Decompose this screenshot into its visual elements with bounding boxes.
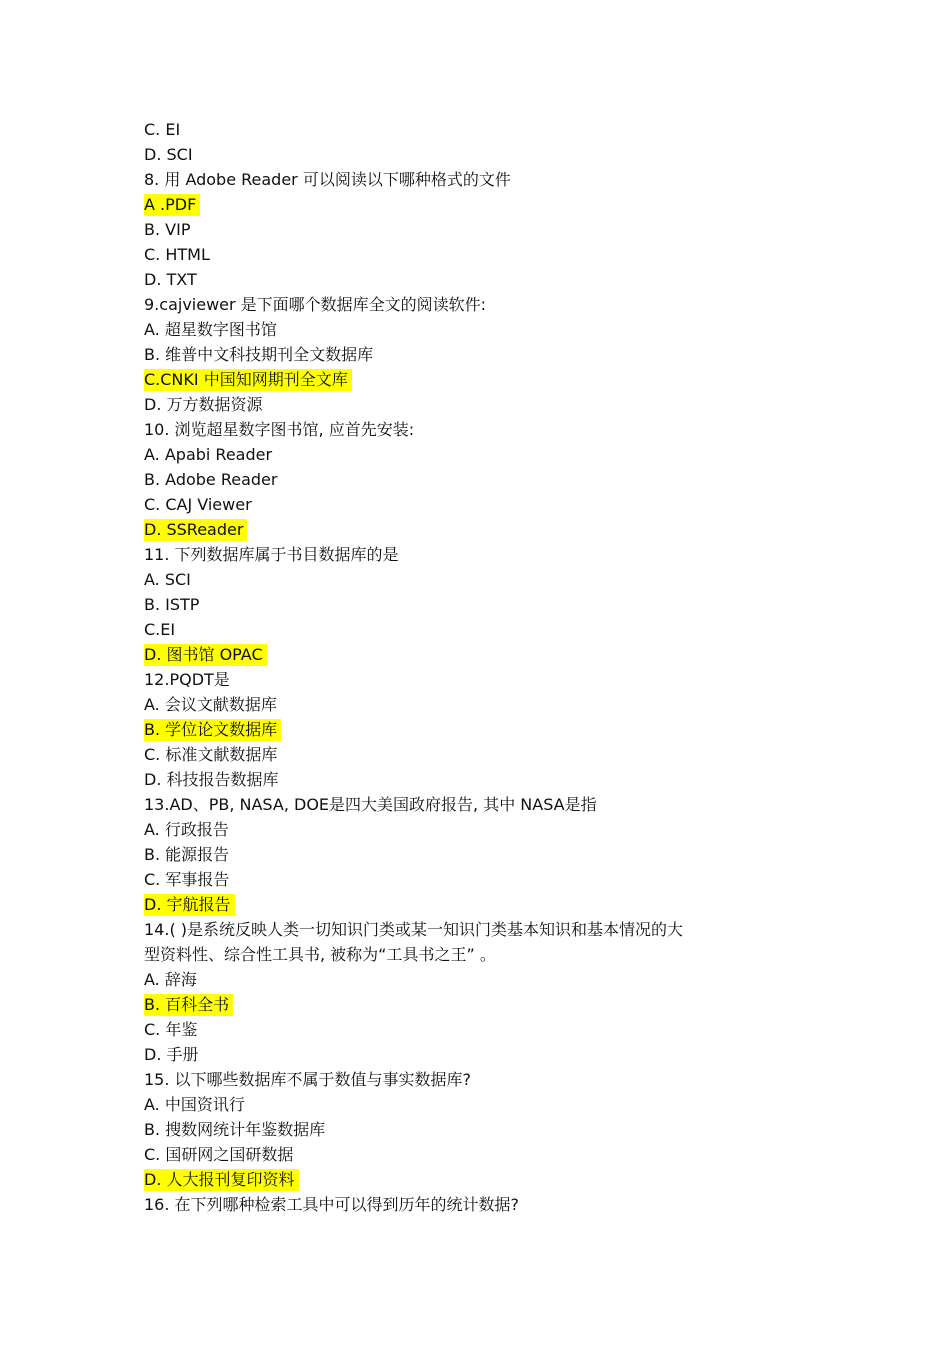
highlighted-answer-text: D. 人大报刊复印资料: [144, 1169, 299, 1191]
text-line: [144, 117, 784, 142]
line-text: B. 维普中文科技期刊全文数据库: [144, 345, 374, 364]
text-line: [144, 1192, 784, 1217]
text-line: [144, 1042, 784, 1067]
line-text: C. 年鉴: [144, 1020, 198, 1039]
text-line: [144, 1142, 784, 1167]
text-line: [144, 217, 784, 242]
line-text: D. 万方数据资源: [144, 395, 263, 414]
text-line: [144, 242, 784, 267]
text-line: [144, 817, 784, 842]
line-text: B. VIP: [144, 220, 191, 239]
text-line: [144, 342, 784, 367]
line-text: A. 会议文献数据库: [144, 695, 277, 714]
line-text: D. SCI: [144, 145, 193, 164]
text-line: [144, 317, 784, 342]
line-text: D. TXT: [144, 270, 197, 289]
highlighted-answer-text: D. 宇航报告: [144, 894, 235, 916]
text-line: [144, 667, 784, 692]
line-text: 型资料性、综合性工具书, 被称为“工具书之王” 。: [144, 945, 496, 964]
text-line: [144, 567, 784, 592]
text-line: [144, 417, 784, 442]
text-line: [144, 1117, 784, 1142]
text-line: [144, 542, 784, 567]
line-text: A. 中国资讯行: [144, 1095, 245, 1114]
text-line: [144, 792, 784, 817]
text-line: [144, 617, 784, 642]
text-line: [144, 442, 784, 467]
line-text: 10. 浏览超星数字图书馆, 应首先安装:: [144, 420, 415, 439]
line-text: B. 能源报告: [144, 845, 230, 864]
line-text: D. 科技报告数据库: [144, 770, 279, 789]
answer-line: [144, 642, 784, 667]
line-text: D. 手册: [144, 1045, 199, 1064]
answer-line: [144, 192, 784, 217]
line-text: C. 军事报告: [144, 870, 230, 889]
line-text: 15. 以下哪些数据库不属于数值与事实数据库?: [144, 1070, 472, 1089]
text-line: [144, 1092, 784, 1117]
line-text: B. 搜数网统计年鉴数据库: [144, 1120, 326, 1139]
text-line: [144, 842, 784, 867]
highlighted-answer-text: D. 图书馆 OPAC: [144, 644, 267, 666]
text-line: [144, 692, 784, 717]
text-line: [144, 1067, 784, 1092]
line-text: A. 行政报告: [144, 820, 229, 839]
line-text: A. Apabi Reader: [144, 445, 273, 464]
line-text: A. 辞海: [144, 970, 197, 989]
line-text: 8. 用 Adobe Reader 可以阅读以下哪种格式的文件: [144, 170, 511, 189]
line-text: B. Adobe Reader: [144, 470, 278, 489]
line-text: C. CAJ Viewer: [144, 495, 252, 514]
text-line: [144, 942, 784, 967]
line-text: 9.cajviewer 是下面哪个数据库全文的阅读软件:: [144, 295, 487, 314]
line-text: C. EI: [144, 120, 181, 139]
text-line: [144, 142, 784, 167]
line-text: 14.( )是系统反映人类一切知识门类或某一知识门类基本知识和基本情况的大: [144, 920, 684, 939]
line-text: 12.PQDT是: [144, 670, 230, 689]
text-line: [144, 167, 784, 192]
answer-line: [144, 517, 784, 542]
answer-line: [144, 892, 784, 917]
text-line: [144, 592, 784, 617]
highlighted-answer-text: B. 百科全书: [144, 994, 233, 1016]
highlighted-answer-text: B. 学位论文数据库: [144, 719, 281, 741]
text-line: [144, 467, 784, 492]
text-line: [144, 492, 784, 517]
line-text: 11. 下列数据库属于书目数据库的是: [144, 545, 399, 564]
text-line: [144, 767, 784, 792]
line-text: 16. 在下列哪种检索工具中可以得到历年的统计数据?: [144, 1195, 520, 1214]
highlighted-answer-text: D. SSReader: [144, 519, 247, 541]
quiz-content: [144, 117, 784, 1217]
line-text: C. 国研网之国研数据: [144, 1145, 294, 1164]
text-line: [144, 267, 784, 292]
answer-line: [144, 717, 784, 742]
line-text: B. ISTP: [144, 595, 200, 614]
text-line: [144, 1017, 784, 1042]
line-text: A. 超星数字图书馆: [144, 320, 277, 339]
answer-line: [144, 992, 784, 1017]
text-line: [144, 392, 784, 417]
line-text: 13.AD、PB, NASA, DOE是四大美国政府报告, 其中 NASA是指: [144, 795, 597, 814]
text-line: [144, 867, 784, 892]
answer-line: [144, 367, 784, 392]
text-line: [144, 742, 784, 767]
highlighted-answer-text: C.CNKI 中国知网期刊全文库: [144, 369, 352, 391]
line-text: A. SCI: [144, 570, 191, 589]
answer-line: [144, 1167, 784, 1192]
text-line: [144, 967, 784, 992]
text-line: [144, 292, 784, 317]
line-text: C. 标准文献数据库: [144, 745, 278, 764]
highlighted-answer-text: A .PDF: [144, 194, 200, 216]
line-text: C. HTML: [144, 245, 210, 264]
line-text: C.EI: [144, 620, 176, 639]
text-line: [144, 917, 784, 942]
